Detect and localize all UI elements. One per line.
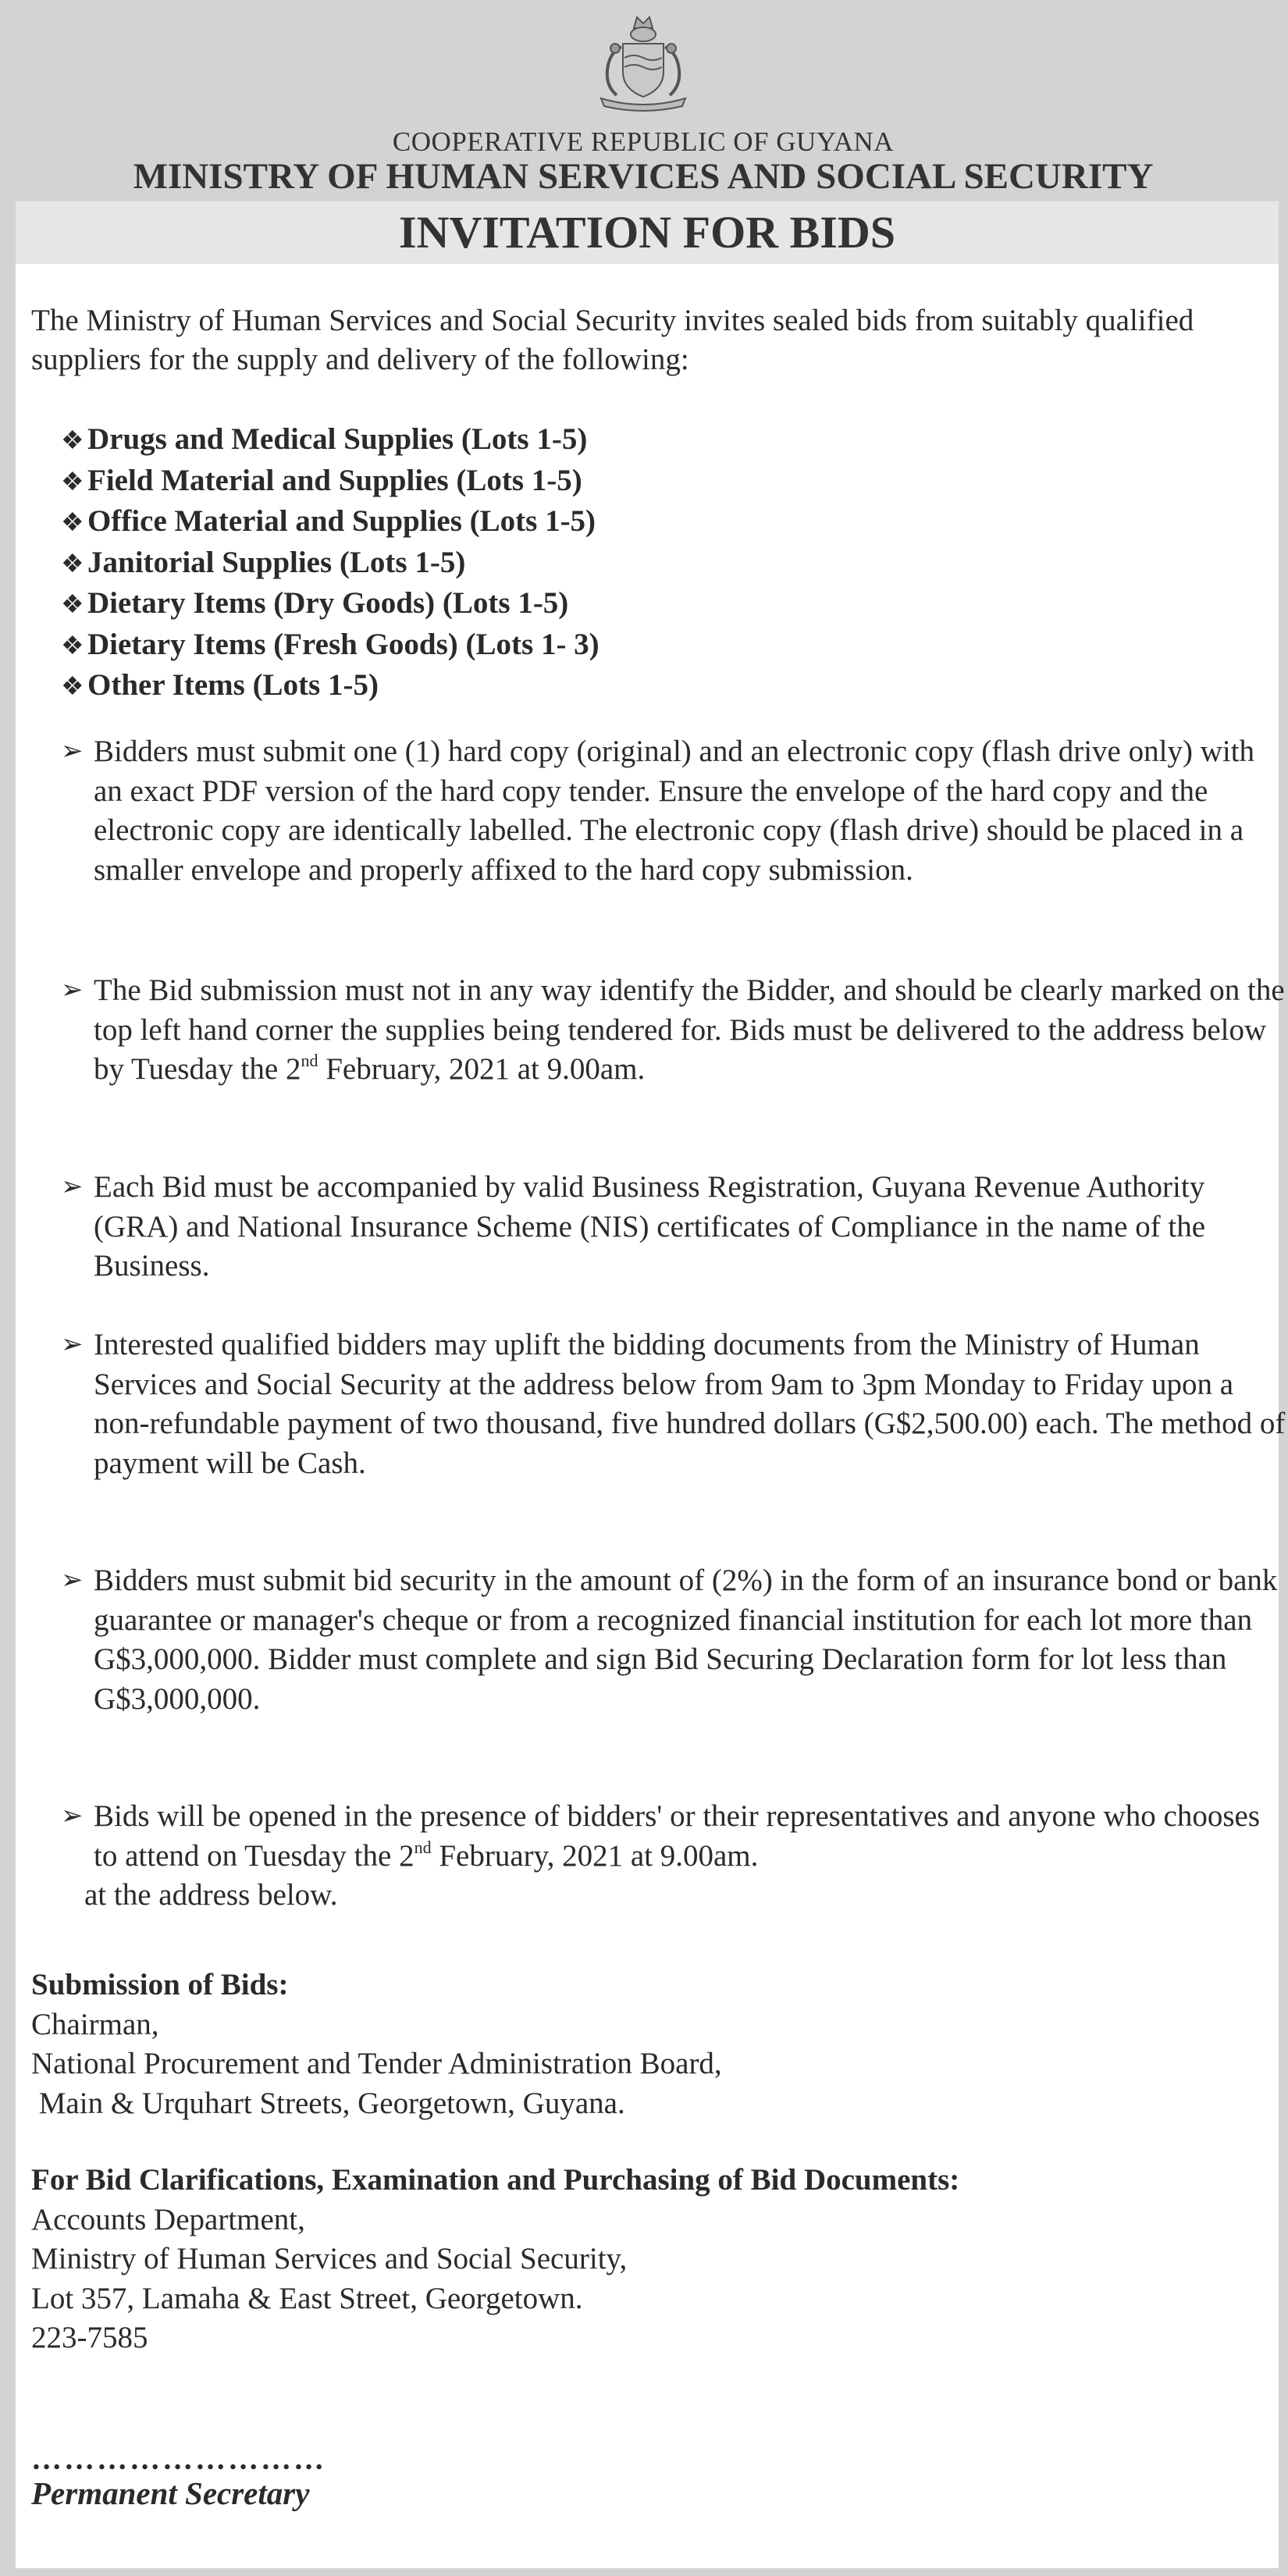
requirement-text: Bids will be opened in the presence of bidders' or their representatives and anyone who chooses to attend on Tuesday the 2: [94, 1799, 1260, 1873]
requirement-text: The Bid submission must not in any way identify the Bidder, and should be clearly marked on the top left hand corner the supplies being tendered for. Bids must be delivered to the address below by Tuesday the 2: [94, 973, 1285, 1086]
lot-label: Other Items (Lots 1-5): [87, 668, 379, 702]
lot-item: [61, 584, 1154, 625]
ministry-name: MINISTRY OF HUMAN SERVICES AND SOCIAL SECURITY: [133, 156, 1154, 197]
submission-heading: Submission of Bids:: [31, 1968, 289, 2001]
diamond-bullet-icon: ❖: [61, 550, 84, 578]
diamond-bullet-icon: ❖: [61, 591, 84, 619]
clarifications-line: Lot 357, Lamaha & East Street, Georgetown.: [31, 2281, 583, 2315]
ordinal-suffix: nd: [301, 1051, 318, 1070]
lot-item: [61, 461, 1154, 503]
requirement-item: [61, 971, 1288, 1090]
title-band: [16, 201, 1279, 264]
requirement-text: Each Bid must be accompanied by valid Business Registration, Guyana Revenue Authority (GRA) and National Insurance Scheme (NIS) certificates of Compliance in the name of the Business.: [94, 1170, 1206, 1283]
lot-item: [61, 543, 1154, 585]
requirement-text-cont: February, 2021 at 9.00am.: [318, 1052, 646, 1086]
arrowhead-bullet-icon: ➢: [61, 1172, 84, 1201]
requirement-text-last: at the address below.: [84, 1878, 338, 1912]
lot-item: [61, 420, 1154, 461]
requirement-text: Bidders must submit one (1) hard copy (original) and an electronic copy (flash drive only) with an exact PDF version of the hard copy tender. Ensure the envelope of the hard copy and the electronic copy are identically labelled. The electronic copy (flash drive) should be placed in a smaller envelope and properly affixed to the hard copy submission.: [94, 735, 1255, 887]
diamond-bullet-icon: ❖: [61, 632, 84, 660]
lot-label: Field Material and Supplies (Lots 1-5): [87, 463, 582, 497]
lot-item: [61, 625, 1154, 667]
arrowhead-bullet-icon: ➢: [61, 737, 84, 766]
notice-body: [16, 264, 1286, 2568]
arrowhead-bullet-icon: ➢: [61, 976, 84, 1005]
diamond-bullet-icon: ❖: [61, 673, 84, 701]
page-title: INVITATION FOR BIDS: [399, 207, 895, 258]
notice-page: [8, 8, 1286, 2568]
submission-line: Chairman,: [31, 2007, 159, 2041]
clarifications-line: Accounts Department,: [31, 2202, 305, 2236]
arrowhead-bullet-icon: ➢: [61, 1802, 84, 1831]
coat-of-arms-icon: [589, 11, 698, 112]
signature-title: Permanent Secretary: [31, 2475, 310, 2511]
diamond-bullet-icon: ❖: [61, 427, 84, 455]
requirement-item: [61, 1797, 1288, 1916]
lot-item: [61, 502, 1154, 543]
intro-paragraph: The Ministry of Human Services and Social Security invites sealed bids from suitably qualified suppliers for the supply and delivery of the following:: [31, 304, 1194, 376]
lot-label: Dietary Items (Dry Goods) (Lots 1-5): [87, 586, 569, 620]
lot-label: Janitorial Supplies (Lots 1-5): [87, 545, 466, 579]
lot-label: Office Material and Supplies (Lots 1-5): [87, 504, 596, 538]
requirement-item: [61, 1168, 1288, 1286]
ordinal-suffix: nd: [414, 1837, 432, 1857]
lot-label: Drugs and Medical Supplies (Lots 1-5): [87, 422, 588, 456]
clarifications-line: Ministry of Human Services and Social Security,: [31, 2242, 628, 2275]
submission-section: [31, 1966, 1249, 2123]
diamond-bullet-icon: ❖: [61, 509, 84, 537]
clarifications-section: [31, 2161, 1249, 2358]
diamond-bullet-icon: ❖: [61, 468, 84, 496]
requirement-item: [61, 732, 1288, 890]
requirement-text-cont: February, 2021 at 9.00am.: [431, 1838, 759, 1873]
arrowhead-bullet-icon: ➢: [61, 1330, 84, 1359]
requirement-item: [61, 1561, 1288, 1719]
requirement-text: Bidders must submit bid security in the amount of (2%) in the form of an insurance bond or bank guarantee or manager's cheque or from a recognized financial institution for each lot more than G$3,000,000. Bidder must complete and sign Bid Securing Declaration form for lot less than G$3,000,000.: [94, 1564, 1278, 1716]
arrowhead-bullet-icon: ➢: [61, 1566, 84, 1595]
submission-line: National Procurement and Tender Administration Board,: [31, 2047, 722, 2080]
lots-list: [61, 420, 1154, 707]
submission-line: Main & Urquhart Streets, Georgetown, Guyana.: [31, 2086, 625, 2120]
signature-line: ………………………: [31, 2443, 326, 2476]
lot-label: Dietary Items (Fresh Goods) (Lots 1- 3): [87, 627, 600, 661]
requirement-text: Interested qualified bidders may uplift the bidding documents from the Ministry of Human Services and Social Security at the address below from 9am to 3pm Monday to Friday upon a non-refundable payment of two thousand, five hundred dollars (G$2,500.00) each. The method of payment will be Cash.: [94, 1328, 1286, 1480]
notice-header: [8, 8, 1279, 195]
lot-item: [61, 666, 1154, 707]
clarifications-heading: For Bid Clarifications, Examination and Purchasing of Bid Documents:: [31, 2163, 960, 2197]
country-name: COOPERATIVE REPUBLIC OF GUYANA: [392, 126, 895, 157]
clarifications-phone: 223-7585: [31, 2321, 148, 2354]
requirement-item: [61, 1325, 1288, 1483]
